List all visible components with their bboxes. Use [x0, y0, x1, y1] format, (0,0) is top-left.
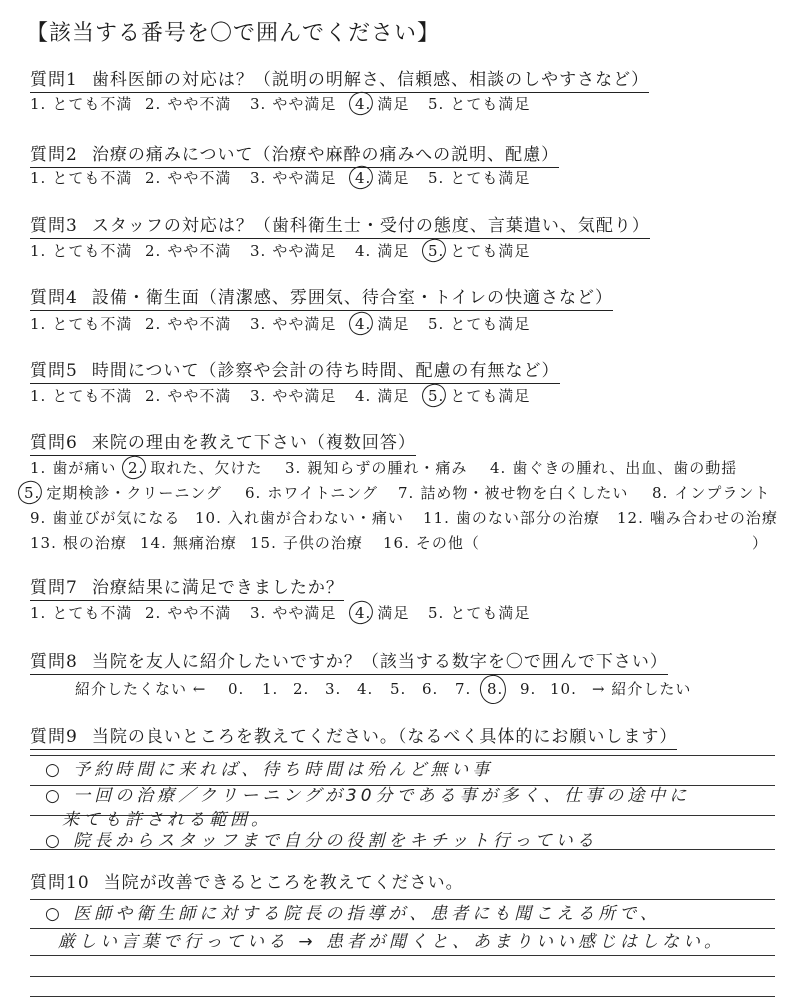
option-label: 子供の治療 — [282, 534, 363, 552]
option-label: 満足 — [377, 169, 410, 187]
option-number: 1. — [30, 315, 47, 333]
option-label: とても不満 — [52, 95, 133, 113]
question-1-number: 質問1 — [30, 70, 78, 90]
question-1-option-2[interactable] — [145, 95, 231, 113]
question-7-number: 質問7 — [30, 578, 78, 598]
option-number: 1. — [30, 387, 47, 405]
option-number: 5. — [390, 680, 407, 698]
option-number: 3. — [285, 459, 302, 477]
question-8-number: 質問8 — [30, 652, 78, 672]
question-5-option-1[interactable] — [30, 387, 132, 405]
question-6-option-8[interactable] — [652, 484, 770, 502]
question-3-text: スタッフの対応は？（歯科衛生士・受付の態度、言葉遣い、気配り） — [91, 216, 650, 236]
option-label: 噛み合わせの治療 — [649, 509, 778, 527]
option-number: 5. — [428, 242, 445, 260]
option-number: 2. — [293, 680, 310, 698]
option-label: 満足 — [377, 604, 410, 622]
option-label: 満足 — [377, 242, 410, 260]
option-label: 親知らずの腫れ・痛み — [307, 459, 468, 477]
question-4-option-4[interactable] — [355, 315, 409, 333]
option-number: 2. — [128, 459, 145, 477]
scale-high-label: → 紹介したい — [592, 680, 692, 698]
option-number: 2. — [145, 242, 162, 260]
option-label: とても満足 — [450, 315, 531, 333]
answer-rule-line — [30, 755, 775, 756]
scale-option-1[interactable] — [262, 680, 278, 698]
option-number: 2. — [145, 315, 162, 333]
question-2-text: 治療の痛みについて（治療や麻酔の痛みへの説明、配慮） — [91, 145, 560, 165]
option-number: 1. — [30, 459, 47, 477]
handwritten-answer-line[interactable]: ○ 一回の治療／クリーニングが30分である事が多く、仕事の途中に — [45, 786, 691, 806]
scale-option-9[interactable] — [520, 680, 536, 698]
option-label: やや満足 — [272, 604, 337, 622]
scale-option-6[interactable] — [422, 680, 438, 698]
option-label: とても不満 — [52, 315, 133, 333]
question-6-option-4[interactable] — [490, 459, 737, 477]
question-4-option-1[interactable] — [30, 315, 132, 333]
option-number: 4. — [490, 459, 507, 477]
option-label: ホワイトニング — [267, 484, 378, 502]
question-7-option-1[interactable] — [30, 604, 132, 622]
question-1-heading — [30, 70, 649, 93]
question-6-options-row-1 — [0, 459, 800, 477]
option-number: 14. — [140, 534, 167, 552]
question-7-option-5[interactable] — [428, 604, 530, 622]
option-number: 3. — [250, 242, 267, 260]
recommend-scale — [0, 680, 800, 698]
option-label: とても満足 — [450, 242, 531, 260]
question-6-option-1[interactable] — [30, 459, 116, 477]
question-8-heading — [30, 652, 668, 675]
option-number: 5. — [428, 604, 445, 622]
option-number: 3. — [250, 95, 267, 113]
question-5-option-3[interactable] — [250, 387, 336, 405]
question-5-text: 時間について（診察や会計の待ち時間、配慮の有無など） — [91, 361, 560, 381]
question-5-option-4[interactable] — [355, 387, 409, 405]
option-number: 0. — [228, 680, 245, 698]
question-6-option-5[interactable] — [24, 484, 222, 502]
other-write-in-close-paren: ） — [752, 534, 769, 552]
question-6-option-14[interactable] — [140, 534, 237, 552]
question-6-options-row-2 — [0, 484, 800, 502]
option-number: 5. — [24, 484, 41, 502]
question-4-options — [0, 315, 800, 333]
option-label: とても満足 — [450, 387, 531, 405]
option-number: 2. — [145, 387, 162, 405]
option-number: 1. — [30, 169, 47, 187]
question-9-heading — [30, 727, 677, 750]
option-label: その他（ — [415, 534, 480, 552]
question-1-options — [0, 95, 800, 113]
option-label: やや不満 — [167, 604, 232, 622]
question-2-option-4[interactable] — [355, 169, 409, 187]
option-label: やや満足 — [272, 315, 337, 333]
option-number: 1. — [30, 242, 47, 260]
question-3-heading — [30, 216, 650, 239]
question-3-option-4[interactable] — [355, 242, 409, 260]
question-2-option-1[interactable] — [30, 169, 132, 187]
option-label: やや満足 — [272, 387, 337, 405]
question-5-option-5[interactable] — [428, 387, 530, 405]
question-7-heading — [30, 578, 344, 601]
question-6-options-row-4 — [0, 534, 800, 552]
option-label: 満足 — [377, 315, 410, 333]
answer-rule-line — [30, 955, 775, 956]
scale-option-7[interactable] — [455, 680, 471, 698]
question-10-number: 質問10 — [30, 873, 90, 893]
scale-option-0[interactable] — [228, 680, 244, 698]
option-number: 4. — [355, 95, 372, 113]
answer-rule-line — [30, 928, 775, 929]
scale-option-4[interactable] — [357, 680, 373, 698]
option-number: 15. — [250, 534, 277, 552]
option-label: とても不満 — [52, 387, 133, 405]
option-label: 定期検診・クリーニング — [46, 484, 223, 502]
form-instruction: 【該当する番号を〇で囲んでください】 — [26, 21, 441, 46]
option-number: 16. — [383, 534, 410, 552]
question-6-option-3[interactable] — [285, 459, 467, 477]
option-label: 入れ歯が合わない・痛い — [227, 509, 404, 527]
option-label: 根の治療 — [62, 534, 127, 552]
question-1-option-5[interactable] — [428, 95, 530, 113]
option-number: 11. — [423, 509, 450, 527]
option-label: 無痛治療 — [172, 534, 237, 552]
option-number: 4. — [357, 680, 374, 698]
question-1-text: 歯科医師の対応は？（説明の明解さ、信頼感、相談のしやすさなど） — [91, 70, 650, 90]
option-label: とても満足 — [450, 95, 531, 113]
option-number: 5. — [428, 169, 445, 187]
question-2-option-5[interactable] — [428, 169, 530, 187]
question-4-heading — [30, 288, 613, 311]
option-number: 3. — [250, 315, 267, 333]
question-2-options — [0, 169, 800, 187]
option-label: インプラント — [674, 484, 771, 502]
question-6-option-2[interactable] — [128, 459, 262, 477]
answer-rule-line — [30, 996, 775, 997]
option-label: やや不満 — [167, 242, 232, 260]
option-label: やや不満 — [167, 387, 232, 405]
option-label: とても満足 — [450, 169, 531, 187]
question-3-option-5[interactable] — [428, 242, 530, 260]
scale-option-8[interactable] — [487, 680, 503, 698]
scale-option-5[interactable] — [390, 680, 406, 698]
option-number: 4. — [355, 242, 372, 260]
question-4-number: 質問4 — [30, 288, 78, 308]
option-number: 9. — [30, 509, 47, 527]
question-6-option-13[interactable] — [30, 534, 127, 552]
option-number: 10. — [195, 509, 222, 527]
option-label: やや満足 — [272, 95, 337, 113]
option-label: とても不満 — [52, 242, 133, 260]
question-6-option-16[interactable] — [383, 534, 480, 552]
question-6-number: 質問6 — [30, 433, 78, 453]
option-number: 13. — [30, 534, 57, 552]
option-number: 8. — [487, 680, 504, 698]
option-number: 5. — [428, 387, 445, 405]
option-number: 7. — [455, 680, 472, 698]
question-4-option-3[interactable] — [250, 315, 336, 333]
option-label: 取れた、欠けた — [150, 459, 263, 477]
option-label: 満足 — [377, 387, 410, 405]
question-5-options — [0, 387, 800, 405]
question-6-option-10[interactable] — [195, 509, 404, 527]
question-5-option-2[interactable] — [145, 387, 231, 405]
option-number: 7. — [398, 484, 415, 502]
option-label: 歯並びが気になる — [52, 509, 181, 527]
option-number: 3. — [325, 680, 342, 698]
question-3-number: 質問3 — [30, 216, 78, 236]
question-6-option-6[interactable] — [245, 484, 378, 502]
question-3-option-1[interactable] — [30, 242, 132, 260]
option-label: とても不満 — [52, 169, 133, 187]
option-label: やや満足 — [272, 169, 337, 187]
question-8-text: 当院を友人に紹介したいですか？（該当する数字を〇で囲んで下さい） — [91, 652, 668, 672]
option-number: 6. — [245, 484, 262, 502]
option-label: やや不満 — [167, 315, 232, 333]
question-5-number: 質問5 — [30, 361, 78, 381]
question-2-number: 質問2 — [30, 145, 78, 165]
handwritten-answer-line[interactable]: ○ 院長からスタッフまで自分の役割をキチット行っている — [45, 831, 598, 851]
question-7-text: 治療結果に満足できましたか？ — [91, 578, 344, 598]
question-6-option-12[interactable] — [617, 509, 778, 527]
question-6-heading — [30, 433, 416, 456]
option-label: 歯ぐきの腫れ、出血、歯の動揺 — [512, 459, 738, 477]
handwritten-answer-line[interactable]: ○ 予約時間に来れば、待ち時間は殆んど無い事 — [45, 760, 494, 780]
option-label: 歯が痛い — [52, 459, 117, 477]
option-label: 詰め物・被せ物を白くしたい — [420, 484, 629, 502]
answer-rule-line — [30, 899, 775, 900]
question-4-text: 設備・衛生面（清潔感、雰囲気、待合室・トイレの快適さなど） — [91, 288, 613, 308]
option-number: 2. — [145, 169, 162, 187]
handwritten-answer-line[interactable]: ○ 医師や衛生師に対する院長の指導が、患者にも聞こえる所で、 — [45, 904, 661, 924]
question-9-text: 当院の良いところを教えてください。（なるべく具体的にお願いします） — [91, 727, 678, 747]
handwritten-answer-line[interactable]: 来ても許される範囲。 — [62, 810, 272, 830]
option-number: 3. — [250, 604, 267, 622]
question-6-option-11[interactable] — [423, 509, 600, 527]
question-6-option-15[interactable] — [250, 534, 363, 552]
question-3-option-2[interactable] — [145, 242, 231, 260]
option-number: 5. — [428, 95, 445, 113]
handwritten-answer-line[interactable]: 厳しい言葉で行っている → 患者が聞くと、あまりいい感じはしない。 — [58, 932, 726, 952]
question-2-option-2[interactable] — [145, 169, 231, 187]
option-number: 3. — [250, 387, 267, 405]
option-number: 4. — [355, 604, 372, 622]
question-5-heading — [30, 361, 560, 384]
option-number: 4. — [355, 169, 372, 187]
option-number: 6. — [422, 680, 439, 698]
question-7-options — [0, 604, 800, 622]
option-number: 1. — [30, 95, 47, 113]
question-1-option-3[interactable] — [250, 95, 336, 113]
question-9-number: 質問9 — [30, 727, 78, 747]
question-4-option-5[interactable] — [428, 315, 530, 333]
scale-option-2[interactable] — [293, 680, 309, 698]
question-2-option-3[interactable] — [250, 169, 336, 187]
option-label: 歯のない部分の治療 — [455, 509, 600, 527]
option-label: やや満足 — [272, 242, 337, 260]
question-6-option-9[interactable] — [30, 509, 180, 527]
option-number: 12. — [617, 509, 644, 527]
answer-rule-line — [30, 976, 775, 977]
option-label: やや不満 — [167, 169, 232, 187]
option-number: 1. — [262, 680, 279, 698]
question-1-option-4[interactable] — [355, 95, 409, 113]
question-6-option-7[interactable] — [398, 484, 628, 502]
option-label: とても不満 — [52, 604, 133, 622]
option-number: 9. — [520, 680, 537, 698]
option-number: 4. — [355, 315, 372, 333]
option-number: 2. — [145, 604, 162, 622]
option-number: 5. — [428, 315, 445, 333]
option-number: 3. — [250, 169, 267, 187]
question-10-heading — [30, 873, 464, 895]
question-10-text: 当院が改善できるところを教えてください。 — [103, 873, 464, 893]
question-2-heading — [30, 145, 559, 168]
scale-option-3[interactable] — [325, 680, 341, 698]
option-number: 4. — [355, 387, 372, 405]
question-7-option-4[interactable] — [355, 604, 409, 622]
question-4-option-2[interactable] — [145, 315, 231, 333]
option-label: 満足 — [377, 95, 410, 113]
question-6-options-row-3 — [0, 509, 800, 527]
option-number: 2. — [145, 95, 162, 113]
option-label: やや不満 — [167, 95, 232, 113]
option-number: 8. — [652, 484, 669, 502]
question-7-option-2[interactable] — [145, 604, 231, 622]
option-label: とても満足 — [450, 604, 531, 622]
question-7-option-3[interactable] — [250, 604, 336, 622]
scale-option-10[interactable] — [550, 680, 577, 698]
question-3-options — [0, 242, 800, 260]
question-6-text: 来院の理由を教えて下さい（複数回答） — [91, 433, 416, 453]
scale-low-label: 紹介したくない ← — [75, 680, 207, 698]
question-3-option-3[interactable] — [250, 242, 336, 260]
option-number: 10. — [550, 680, 577, 698]
question-1-option-1[interactable] — [30, 95, 132, 113]
option-number: 1. — [30, 604, 47, 622]
